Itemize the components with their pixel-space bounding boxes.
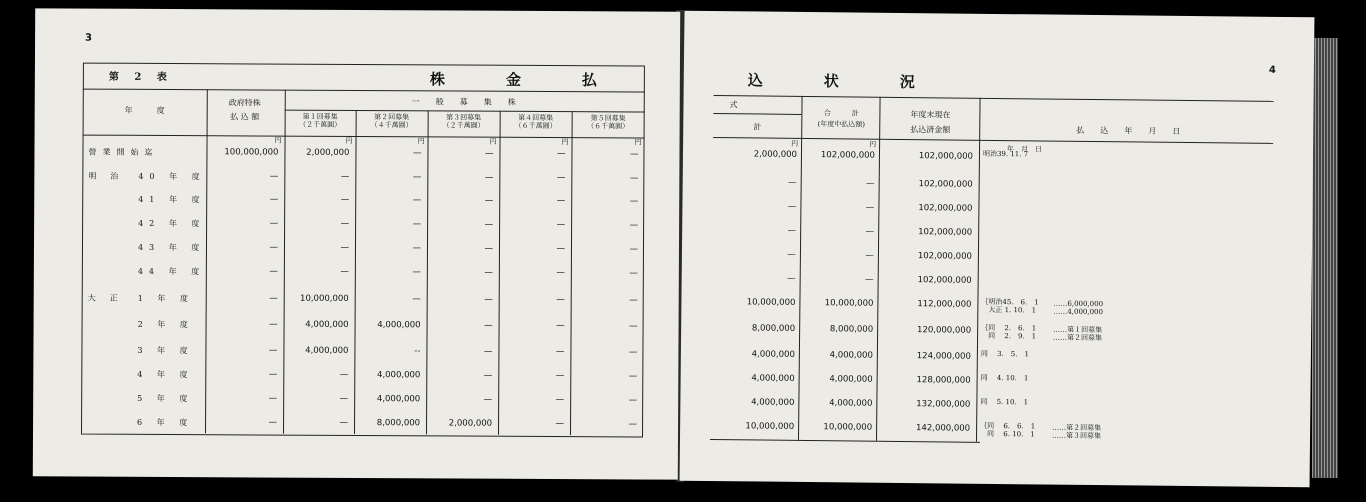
share-value: — — [556, 268, 565, 279]
gokei-value: — — [865, 250, 874, 261]
year-label: 43 年 度 — [137, 242, 206, 253]
year-label: 42 年 度 — [138, 218, 206, 229]
share-value: — — [555, 371, 565, 382]
gokei-value: — — [865, 202, 875, 213]
kei-header: 計 — [753, 122, 762, 132]
kei-value: 4,000,000 — [751, 373, 795, 384]
share-value: — — [412, 195, 422, 206]
genzai-value: 132,000,000 — [916, 399, 971, 410]
share-value: — — [484, 243, 494, 254]
gokei-value: — — [865, 274, 874, 285]
payment-date: 明治39. 11. 7 — [982, 149, 1029, 159]
gokei-header: 合 計 (年度中払込額) — [817, 109, 866, 129]
year-label: 2 年 度 — [137, 319, 194, 330]
share-value: — — [412, 267, 421, 278]
share-value: — — [556, 173, 566, 184]
genzai-value: 102,000,000 — [918, 151, 974, 162]
share-value: — — [340, 242, 350, 253]
genzai-value: 120,000,000 — [917, 325, 972, 336]
gov-value: — — [269, 242, 279, 253]
share-value: — — [483, 370, 493, 381]
payment-note: ……6,000,000 ……4,000,000 — [1053, 299, 1104, 317]
year-label: 40 年 度 — [138, 171, 206, 182]
year-header: 年 度 — [124, 105, 165, 115]
unit-mark: 円 — [345, 136, 353, 145]
gov-value: — — [268, 369, 278, 380]
share-value: — — [484, 219, 494, 230]
sub-header: 第１回募集 （２千萬圓） — [299, 112, 342, 129]
share-value: — — [556, 295, 565, 306]
share-value: — — [484, 172, 494, 183]
right-page: 4 込 状 況 式 計 合 計 (年度中払込額) 年度末現在 払込済金額 払 込 年 月 日 円 円 年 月 日 2,000,000 102,000,000 102,000,000 明治39. 11. 7 — — 102,000,000 — — 102,000,000 — — 102,000,000 — — 102,000,000 — — 102,000,000 10,000,000 10,000,000 112,000,000 ｛明治45. 6. 1 大正 1. 10. 1 ……6,000,000 ……4,000,000 8,000,000 8,000,000 120,000,000 ｛同 2. 6. 1 同 2. 9. 1 ……第１回募集 ……第２回募集 4,000,000 4,000,000 124,000,000 同 3. 5. 1 4,000,000 4,000,000 128,000,000 同 4. 10. 1 4,000,000 4,000,000 132,000,000 同 5. 10. 1 10,000,000 10,000,000 142,000,000 ｛同 6. 6. 1 同 6. 10. 1 ……第２回募集 ……第３回募集 — [680, 11, 1315, 488]
kei-value: — — [788, 177, 797, 188]
share-value: — — [556, 196, 566, 207]
share-value: — — [412, 148, 422, 159]
share-value: — — [484, 195, 494, 206]
gov-value: — — [268, 393, 278, 404]
unit-mark: 円 — [417, 137, 425, 146]
gov-value: — — [268, 417, 278, 428]
gov-value: — — [269, 218, 279, 229]
share-value: 4,000,000 — [377, 320, 421, 331]
payment-date: ｛同 2. 6. 1 同 2. 9. 1 — [981, 323, 1037, 341]
share-value: — — [412, 294, 421, 305]
share-value: — — [556, 149, 566, 160]
share-value: — — [629, 321, 638, 332]
genzai-value: 102,000,000 — [918, 203, 973, 214]
era-label: 明治 — [88, 171, 133, 181]
table-title: 込 状 況 — [747, 71, 919, 92]
era-label: 大正 — [87, 293, 132, 303]
gov-value: — — [269, 266, 278, 277]
share-value: — — [484, 294, 493, 305]
gov-value: — — [269, 293, 278, 304]
genzai-value: 102,000,000 — [918, 227, 973, 238]
share-value: 4,000,000 — [377, 370, 421, 381]
genzai-value: 102,000,000 — [917, 275, 972, 286]
share-value: — — [628, 347, 638, 358]
sub-header: 第５回募集 （６千萬圓） — [587, 114, 630, 131]
share-value: — — [629, 149, 639, 160]
gokei-value: 4,000,000 — [829, 398, 873, 409]
share-value: — — [339, 417, 349, 428]
share-value: 4,000,000 — [305, 319, 349, 330]
share-value: — — [629, 220, 639, 231]
gov-value: — — [269, 171, 279, 182]
share-value: — — [556, 244, 566, 255]
share-value: 8,000,000 — [376, 418, 421, 429]
share-value: — — [340, 218, 350, 229]
sub-header: 第４回募集 （６千萬圓） — [514, 113, 557, 131]
share-value: — — [412, 219, 422, 230]
kei-value: 2,000,000 — [753, 149, 798, 160]
year-label: 41 年 度 — [138, 194, 206, 205]
genzai-value: 128,000,000 — [916, 375, 971, 386]
gov-header: 政府特株 払 込 額 — [228, 98, 261, 122]
genzai-value: 112,000,000 — [917, 299, 972, 310]
share-value: — — [340, 266, 349, 277]
share-value: -- — [414, 346, 421, 357]
share-value: — — [339, 393, 349, 404]
shiki-header: 式 — [729, 100, 738, 110]
gokei-value: 10,000,000 — [824, 298, 874, 309]
share-value: — — [629, 173, 639, 184]
kei-value: — — [787, 273, 796, 284]
date-header: 払 込 年 月 日 — [1076, 125, 1181, 136]
left-page — [33, 8, 680, 479]
share-value: — — [555, 395, 565, 406]
kei-value: 4,000,000 — [751, 397, 795, 408]
page-number: 3 — [85, 32, 93, 44]
genzai-value: 124,000,000 — [916, 351, 971, 362]
kei-value: 4,000,000 — [751, 349, 795, 360]
page-number: 4 — [1268, 64, 1276, 76]
share-value: — — [484, 320, 493, 331]
page-edges — [1312, 38, 1338, 478]
kei-value: — — [787, 201, 797, 212]
genzai-value: 142,000,000 — [915, 423, 971, 434]
share-value: — — [629, 268, 638, 279]
unit-mark: 円 — [634, 138, 642, 147]
gokei-value: — — [865, 226, 875, 237]
share-value: — — [483, 346, 493, 357]
kei-value: 10,000,000 — [745, 421, 795, 432]
share-value: 2,000,000 — [448, 418, 493, 429]
kei-value: 8,000,000 — [751, 323, 796, 334]
gokei-value: 8,000,000 — [829, 324, 874, 335]
year-label: 3 年 度 — [137, 345, 194, 356]
share-value: — — [412, 243, 422, 254]
gov-value: — — [268, 345, 278, 356]
payment-date: 同 4. 10. 1 — [980, 373, 1029, 383]
era-label: 營業開始迄 — [88, 147, 159, 157]
share-value: — — [629, 244, 639, 255]
share-value: — — [556, 220, 566, 231]
payment-note: ……第１回募集 ……第２回募集 — [1053, 325, 1103, 343]
gokei-value: 10,000,000 — [823, 422, 873, 433]
share-value: — — [484, 267, 493, 278]
year-label: 6 年 度 — [137, 417, 194, 428]
share-value: — — [628, 371, 638, 382]
unit-mark: 円 — [561, 138, 569, 147]
gokei-value: 4,000,000 — [829, 374, 873, 385]
gov-value: — — [269, 319, 278, 330]
share-value: — — [340, 194, 350, 205]
share-value: — — [556, 321, 565, 332]
year-label: 4 年 度 — [137, 369, 194, 380]
year-label: 1 年 度 — [137, 293, 194, 304]
share-value: — — [412, 172, 422, 183]
year-label: 44 年 度 — [137, 266, 206, 277]
kei-value: — — [787, 225, 797, 236]
share-value: — — [555, 347, 565, 358]
payment-date: 同 5. 10. 1 — [980, 397, 1029, 407]
payment-date: ｛同 6. 6. 1 同 6. 10. 1 — [980, 421, 1036, 439]
share-value: — — [629, 295, 638, 306]
genzai-header: 年度末現在 払込済金額 — [910, 110, 951, 135]
genzai-value: 102,000,000 — [918, 179, 973, 190]
gov-value: 100,000,000 — [224, 147, 279, 158]
payment-date: 同 3. 5. 1 — [980, 349, 1029, 359]
share-value: 4,000,000 — [305, 345, 349, 356]
kei-value: — — [787, 249, 796, 260]
share-value: — — [483, 394, 493, 405]
share-value: — — [628, 419, 638, 430]
share-value: — — [555, 419, 565, 430]
gov-value: — — [269, 194, 279, 205]
share-value: — — [340, 171, 350, 182]
share-value: — — [339, 369, 349, 380]
sub-header: 第２回募集 （４千萬圓） — [370, 113, 413, 130]
sub-header: 第３回募集 （２千萬圓） — [442, 113, 485, 130]
gokei-value: 4,000,000 — [829, 350, 873, 361]
gokei-value: 102,000,000 — [820, 150, 876, 161]
general-header: 一 般 募 集 株 — [411, 97, 516, 107]
share-value: 2,000,000 — [306, 147, 350, 158]
table-label: 第 2 表 — [108, 71, 173, 84]
share-value: 10,000,000 — [300, 293, 349, 304]
payment-date: ｛明治45. 6. 1 大正 1. 10. 1 — [981, 297, 1039, 315]
payment-note: ……第２回募集 ……第３回募集 — [1052, 423, 1102, 441]
unit-mark: 円 — [489, 137, 497, 146]
table-title: 株 金 払 — [429, 70, 601, 90]
share-value: 4,000,000 — [376, 394, 421, 405]
share-value: — — [629, 196, 639, 207]
year-label: 5 年 度 — [137, 393, 194, 404]
share-value: — — [628, 395, 638, 406]
kei-value: 10,000,000 — [746, 297, 796, 308]
share-value: — — [484, 148, 494, 159]
gokei-value: — — [866, 178, 875, 189]
genzai-value: 102,000,000 — [917, 251, 972, 262]
unit-mark: 円 — [274, 136, 282, 145]
